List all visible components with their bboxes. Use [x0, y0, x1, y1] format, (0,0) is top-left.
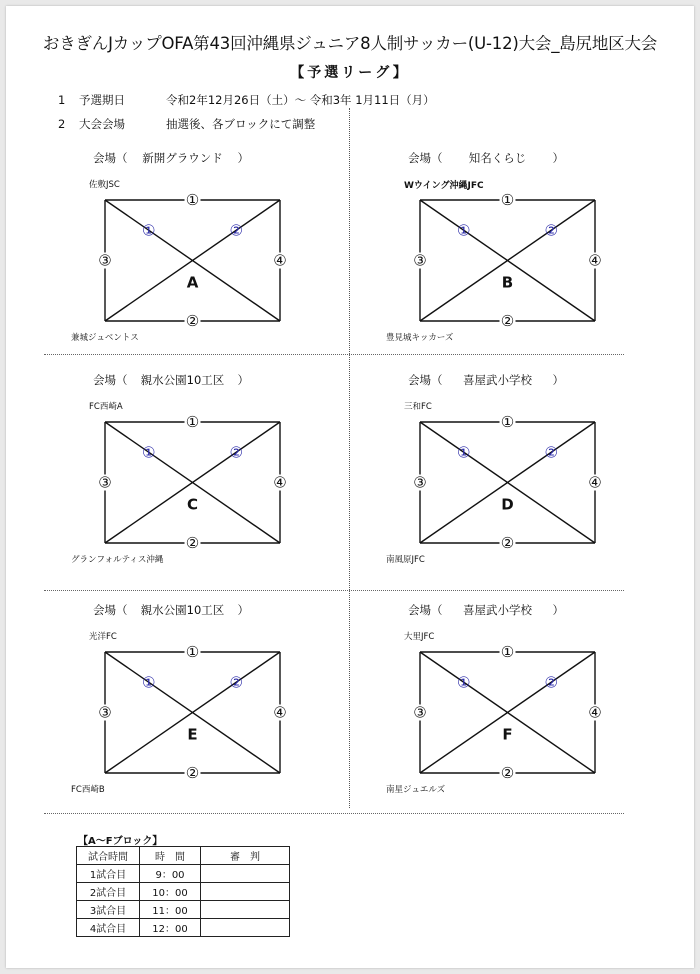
venue-suffix: ）: [552, 373, 564, 387]
match-label-right: ④: [588, 251, 602, 270]
block-letter: B: [501, 273, 514, 292]
venue-line: [93, 602, 249, 618]
venue-suffix: ）: [237, 373, 249, 387]
team-bl: FC西崎B: [71, 785, 105, 795]
block-letter: E: [187, 725, 198, 744]
row-divider: [44, 813, 624, 814]
schedule-title: 【A～Fブロック】: [78, 836, 163, 847]
match-label-bottom: ②: [500, 764, 515, 782]
match-label-right: ④: [588, 473, 602, 492]
match-label-top: ①: [500, 413, 515, 431]
venue-suffix: ）: [552, 603, 564, 617]
diag-label-1: ①: [457, 673, 471, 692]
schedule-row: [77, 883, 290, 901]
match-label-right: ④: [588, 703, 602, 722]
match-label-left: ③: [413, 703, 427, 722]
match-label-left: ③: [98, 473, 112, 492]
diag-label-2: ②: [544, 221, 558, 240]
schedule-header: 時 間: [140, 847, 201, 865]
info-row-2: [58, 116, 125, 132]
block-letter: D: [501, 495, 514, 514]
schedule-row: [77, 901, 290, 919]
venue-name: 喜屋武小学校: [463, 373, 532, 387]
diag-label-2: ②: [229, 221, 243, 240]
venue-prefix: 会場（: [93, 373, 128, 387]
schedule-row: [77, 865, 290, 883]
match-label-top: ①: [185, 413, 200, 431]
block-letter: F: [502, 725, 513, 744]
document-subtitle: 【予選リーグ】: [290, 65, 410, 81]
schedule-cell: [201, 865, 290, 883]
block-letter: A: [186, 273, 199, 292]
schedule-cell: 1試合目: [77, 865, 140, 883]
row-divider: [44, 354, 624, 355]
team-tl: 大里JFC: [404, 632, 435, 642]
venue-prefix: 会場（: [408, 603, 443, 617]
match-label-left: ③: [98, 703, 112, 722]
match-label-right: ④: [273, 251, 287, 270]
schedule-cell: [201, 883, 290, 901]
venue-suffix: ）: [237, 151, 249, 165]
info-value-2: 抽選後、各ブロックにて調整: [166, 117, 316, 131]
info-row-1: [58, 92, 125, 108]
schedule-cell: 12：00: [140, 919, 201, 937]
venue-suffix: ）: [237, 603, 249, 617]
team-tl: 三和FC: [404, 402, 432, 412]
diag-label-2: ②: [229, 673, 243, 692]
schedule-table: [76, 846, 290, 937]
schedule-cell: [201, 919, 290, 937]
match-label-bottom: ②: [185, 764, 200, 782]
schedule-row: [77, 919, 290, 937]
venue-suffix: ）: [552, 151, 564, 165]
venue-prefix: 会場（: [93, 603, 128, 617]
diag-label-1: ①: [457, 221, 471, 240]
match-label-left: ③: [413, 473, 427, 492]
info-num: 1: [58, 93, 66, 107]
team-bl: 南星ジュエルズ: [386, 785, 446, 795]
venue-line: [408, 602, 564, 618]
diag-label-1: ①: [142, 221, 156, 240]
team-bl: 豊見城キッカーズ: [386, 333, 454, 343]
team-tl: FC西崎A: [89, 402, 123, 412]
team-tl: 光洋FC: [89, 632, 117, 642]
diag-label-2: ②: [229, 443, 243, 462]
info-label: 大会会場: [78, 117, 125, 131]
venue-name: 知名くらじ: [468, 151, 527, 165]
schedule-cell: [201, 901, 290, 919]
team-tl: 佐敷JSC: [89, 180, 120, 190]
venue-line: [93, 150, 249, 166]
schedule-cell: 2試合目: [77, 883, 140, 901]
match-label-left: ③: [98, 251, 112, 270]
match-label-top: ①: [185, 643, 200, 661]
info-value-1: 令和2年12月26日（土）～ 令和3年 1月11日（月）: [166, 93, 435, 107]
venue-prefix: 会場（: [408, 151, 443, 165]
schedule-cell: 9：00: [140, 865, 201, 883]
diag-label-1: ①: [142, 443, 156, 462]
venue-line: [93, 372, 249, 388]
match-label-right: ④: [273, 703, 287, 722]
venue-name: 親水公園10工区: [140, 373, 225, 387]
match-label-top: ①: [500, 191, 515, 209]
team-bl: 南風原JFC: [386, 555, 425, 565]
match-label-top: ①: [185, 191, 200, 209]
schedule-cell: 4試合目: [77, 919, 140, 937]
match-label-bottom: ②: [185, 312, 200, 330]
info-label: 予選期日: [78, 93, 125, 107]
team-bl: グランフォルティス沖縄: [71, 555, 164, 565]
venue-name: 喜屋武小学校: [463, 603, 532, 617]
diag-label-1: ①: [457, 443, 471, 462]
schedule-header-row: [77, 847, 290, 865]
info-num: 2: [58, 117, 66, 131]
team-bl: 兼城ジュベントス: [71, 333, 139, 343]
schedule-cell: 3試合目: [77, 901, 140, 919]
venue-line: [408, 150, 564, 166]
venue-prefix: 会場（: [408, 373, 443, 387]
match-label-left: ③: [413, 251, 427, 270]
venue-name: 新開グラウンド: [142, 151, 223, 165]
match-label-right: ④: [273, 473, 287, 492]
document-title: おきぎんJカップOFA第43回沖縄県ジュニア8人制サッカー(U-12)大会_島尻地区大会: [42, 34, 658, 53]
diag-label-1: ①: [142, 673, 156, 692]
venue-name: 親水公園10工区: [140, 603, 225, 617]
team-tl: Wウイング沖縄JFC: [404, 181, 484, 191]
schedule-header: 審 判: [201, 847, 290, 865]
schedule-cell: 10：00: [140, 883, 201, 901]
block-letter: C: [186, 495, 199, 514]
match-label-bottom: ②: [500, 534, 515, 552]
row-divider: [44, 590, 624, 591]
venue-prefix: 会場（: [93, 151, 128, 165]
diag-label-2: ②: [544, 673, 558, 692]
venue-line: [408, 372, 564, 388]
schedule-cell: 11：00: [140, 901, 201, 919]
match-label-bottom: ②: [500, 312, 515, 330]
vertical-divider: [349, 108, 350, 808]
match-label-bottom: ②: [185, 534, 200, 552]
match-label-top: ①: [500, 643, 515, 661]
diag-label-2: ②: [544, 443, 558, 462]
schedule-header: 試合時間: [77, 847, 140, 865]
